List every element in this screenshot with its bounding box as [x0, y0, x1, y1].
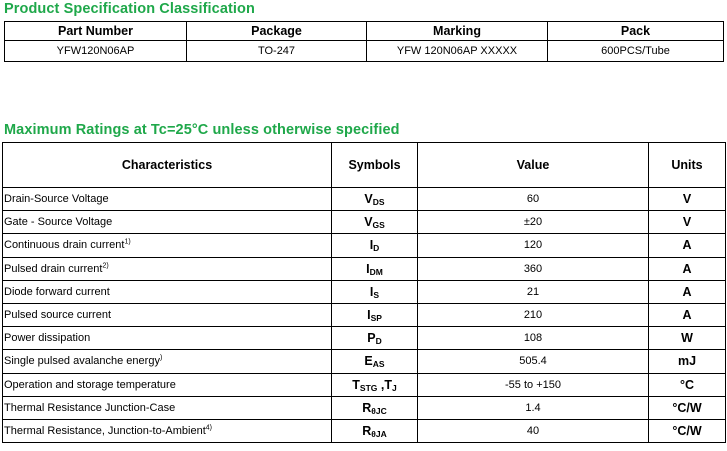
table-row [3, 419, 726, 442]
footnote-marker: 2) [102, 262, 109, 269]
spec-table [4, 21, 724, 62]
ratings-section-title: Maximum Ratings at Tc=25°C unless otherwise specified [4, 122, 400, 138]
symbol-cell [332, 373, 418, 396]
characteristic-cell [3, 396, 332, 419]
value-cell: ±20 [418, 211, 649, 234]
value-cell: 360 [418, 257, 649, 280]
characteristic-text: Pulsed drain current [4, 262, 103, 275]
characteristic-text: Continuous drain current [4, 239, 125, 252]
symbol-cell [332, 396, 418, 419]
symbol-cell [332, 419, 418, 442]
symbol-subscript: θJC [371, 405, 387, 416]
table-row [3, 327, 726, 350]
value-cell: 21 [418, 280, 649, 303]
symbol-cell [332, 211, 418, 234]
symbol-letter: R [362, 423, 372, 438]
unit-cell: V [649, 211, 726, 234]
characteristic-cell [3, 257, 332, 280]
spec-data-row [5, 41, 724, 62]
table-row [3, 257, 726, 280]
symbol-letter: E [364, 354, 373, 369]
table-row [3, 373, 726, 396]
table-row [3, 234, 726, 257]
symbol-subscript: SP [370, 313, 382, 324]
characteristic-cell [3, 234, 332, 257]
symbol-cell [332, 327, 418, 350]
symbol-cell [332, 280, 418, 303]
ratings-header-value: Value [418, 143, 649, 188]
symbol-subscript: STG [359, 382, 378, 393]
characteristic-text: Gate - Source Voltage [4, 216, 113, 229]
unit-cell: A [649, 280, 726, 303]
symbol-subscript: DS [372, 197, 385, 208]
value-cell: 60 [418, 188, 649, 211]
spec-header-part-number: Part Number [5, 22, 187, 41]
unit-cell: A [649, 234, 726, 257]
table-row [3, 211, 726, 234]
table-row [3, 280, 726, 303]
symbol-subscript: D [373, 243, 380, 254]
table-row [3, 350, 726, 373]
symbol-separator: ,T [377, 377, 392, 392]
characteristic-cell [3, 303, 332, 326]
characteristic-cell [3, 188, 332, 211]
unit-cell: W [649, 327, 726, 350]
characteristic-text: Single pulsed avalanche energy [4, 355, 160, 368]
symbol-letter: I [369, 284, 374, 299]
table-row [3, 188, 726, 211]
symbol-letter: V [364, 215, 373, 230]
ratings-table [2, 142, 726, 443]
symbol-letter: P [367, 331, 376, 346]
symbol-letter: I [367, 308, 371, 323]
characteristic-text: Thermal Resistance, Junction-to-Ambient [4, 424, 206, 437]
symbol-cell [332, 303, 418, 326]
spec-part-number: YFW120N06AP [5, 41, 187, 62]
table-row [3, 396, 726, 419]
symbol-subscript: DM [369, 266, 383, 277]
characteristic-cell [3, 211, 332, 234]
unit-cell: V [649, 188, 726, 211]
symbol-subscript: GS [372, 220, 385, 231]
footnote-marker: 4) [205, 424, 212, 432]
symbol-letter: V [364, 192, 373, 207]
symbol-subscript: S [373, 289, 380, 300]
symbol-cell [332, 257, 418, 280]
symbol-cell [332, 234, 418, 257]
ratings-header-row [3, 143, 726, 188]
characteristic-text: Pulsed source current [4, 309, 111, 322]
value-cell: 1.4 [418, 396, 649, 419]
unit-cell: °C/W [649, 419, 726, 442]
characteristic-cell [3, 280, 332, 303]
value-cell: 108 [418, 327, 649, 350]
ratings-header-units: Units [649, 143, 726, 188]
symbol-letter: I [366, 261, 370, 276]
characteristic-text: Operation and storage temperature [4, 378, 176, 391]
characteristic-text: Thermal Resistance Junction-Case [4, 401, 176, 414]
spec-header-row [5, 22, 724, 41]
symbol-letter: I [369, 238, 374, 253]
spec-marking: YFW 120N06AP XXXXX [367, 41, 548, 62]
table-row [3, 303, 726, 326]
value-cell: 505.4 [418, 350, 649, 373]
symbol-cell [332, 188, 418, 211]
unit-cell: °C/W [649, 396, 726, 419]
symbol-subscript: AS [372, 359, 385, 370]
value-cell: -55 to +150 [418, 373, 649, 396]
spec-pack: 600PCS/Tube [548, 41, 724, 62]
value-cell: 40 [418, 419, 649, 442]
characteristic-text: Drain-Source Voltage [4, 193, 109, 206]
symbol-subscript-2: J [391, 382, 397, 393]
symbol-cell [332, 350, 418, 373]
spec-section-title: Product Specification Classification [4, 1, 255, 17]
unit-cell: °C [649, 373, 726, 396]
spec-header-marking: Marking [367, 22, 548, 41]
symbol-subscript: θJA [371, 428, 387, 439]
unit-cell: A [649, 257, 726, 280]
spec-header-pack: Pack [548, 22, 724, 41]
characteristic-text: Diode forward current [4, 285, 110, 298]
ratings-header-symbols: Symbols [332, 143, 418, 188]
footnote-marker: ) [159, 354, 163, 362]
value-cell: 120 [418, 234, 649, 257]
characteristic-cell [3, 350, 332, 373]
value-cell: 210 [418, 303, 649, 326]
symbol-letter: R [362, 400, 372, 415]
unit-cell: A [649, 303, 726, 326]
characteristic-cell [3, 327, 332, 350]
symbol-letter: T [352, 377, 360, 392]
characteristic-cell [3, 419, 332, 442]
symbol-subscript: D [375, 336, 382, 347]
spec-header-package: Package [187, 22, 367, 41]
spec-package: TO-247 [187, 41, 367, 62]
characteristic-cell [3, 373, 332, 396]
ratings-header-characteristics: Characteristics [3, 143, 332, 188]
unit-cell: mJ [649, 350, 726, 373]
footnote-marker: 1) [124, 238, 131, 246]
characteristic-text: Power dissipation [4, 332, 91, 345]
